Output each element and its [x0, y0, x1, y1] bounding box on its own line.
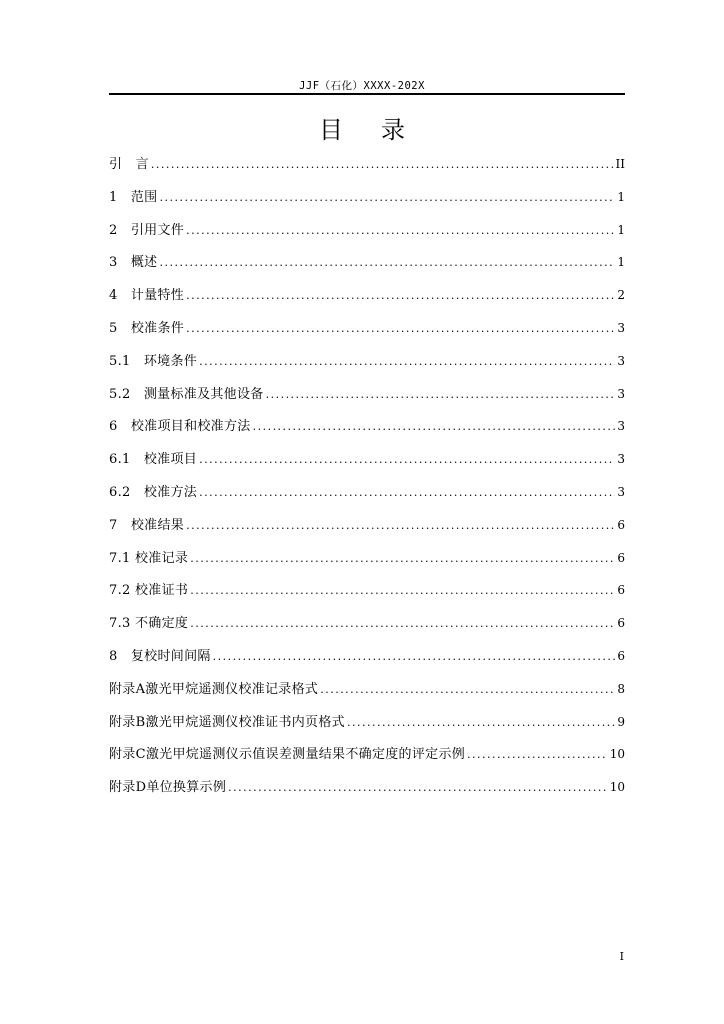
- toc-entry-label: 8 复校时间间隔: [109, 648, 211, 664]
- toc-leader-dots: [347, 716, 615, 729]
- toc-entry[interactable]: [109, 383, 625, 416]
- toc-leader-dots: [190, 552, 615, 565]
- toc-entry[interactable]: [109, 219, 625, 252]
- header-rule: [109, 93, 625, 95]
- toc-entry[interactable]: [109, 153, 625, 186]
- toc-entry-page: 3: [617, 419, 625, 434]
- toc-entry-label: 6 校准项目和校准方法: [109, 419, 251, 435]
- toc-leader-dots: [186, 519, 615, 532]
- toc-entry-label: 附录D单位换算示例: [109, 780, 227, 796]
- toc-entry[interactable]: [109, 645, 625, 678]
- toc-leader-dots: [253, 420, 616, 433]
- toc-leader-dots: [186, 224, 615, 237]
- toc-entry-label: 附录B激光甲烷遥测仪校准证书内页格式: [109, 714, 345, 730]
- toc-leader-dots: [190, 584, 615, 597]
- toc-entry-page: 3: [617, 484, 625, 499]
- toc-entry[interactable]: [109, 711, 625, 744]
- toc-leader-dots: [467, 748, 608, 761]
- toc-entry[interactable]: [109, 284, 625, 317]
- toc-entry[interactable]: [109, 579, 625, 612]
- toc-entry-label: 6.1 校准项目: [109, 452, 198, 468]
- toc-leader-dots: [199, 486, 615, 499]
- toc-entry-page: 6: [617, 583, 625, 598]
- toc-leader-dots: [213, 650, 616, 663]
- toc-entry[interactable]: [109, 547, 625, 580]
- toc-leader-dots: [199, 355, 615, 368]
- toc-leader-dots: [190, 617, 615, 630]
- toc-entry-page: 3: [617, 353, 625, 368]
- toc-entry-page: 8: [617, 681, 625, 696]
- toc-leader-dots: [199, 453, 615, 466]
- toc-entry[interactable]: [109, 743, 625, 776]
- toc-entry-label: 1 范围: [109, 189, 158, 205]
- toc-entry-page: 6: [617, 550, 625, 565]
- toc-entry[interactable]: [109, 481, 625, 514]
- toc-entry[interactable]: [109, 776, 625, 809]
- toc-leader-dots: [266, 388, 616, 401]
- toc-entry-page: 1: [617, 255, 625, 270]
- toc-entry-page: 10: [609, 747, 625, 762]
- toc-entry-page: 3: [617, 320, 625, 335]
- toc-entry-label: 4 计量特性: [109, 288, 185, 304]
- toc-entry[interactable]: [109, 514, 625, 547]
- table-of-contents: [109, 153, 625, 809]
- toc-entry-page: 2: [617, 288, 625, 303]
- toc-leader-dots: [186, 322, 615, 335]
- toc-entry-page: 6: [617, 517, 625, 532]
- toc-entry-label: 附录C激光甲烷遥测仪示值误差测量结果不确定度的评定示例: [109, 747, 466, 763]
- toc-entry[interactable]: [109, 612, 625, 645]
- toc-entry[interactable]: [109, 186, 625, 219]
- toc-entry-page: 10: [609, 780, 625, 795]
- toc-entry-label: 7.2 校准证书: [109, 583, 189, 599]
- toc-entry[interactable]: [109, 251, 625, 284]
- page-title: 目录: [319, 116, 443, 144]
- toc-entry-page: 1: [617, 222, 625, 237]
- document-code-header: JJF（石化）XXXX-202X: [299, 80, 425, 92]
- toc-entry[interactable]: [109, 448, 625, 481]
- toc-entry-page: 1: [617, 189, 625, 204]
- toc-entry-page: 6: [617, 616, 625, 631]
- toc-leader-dots: [159, 191, 615, 204]
- toc-entry-label: 引 言: [109, 157, 149, 172]
- toc-entry-page: 3: [617, 452, 625, 467]
- toc-entry-label: 附录A激光甲烷遥测仪校准记录格式: [109, 681, 319, 697]
- toc-leader-dots: [186, 289, 615, 302]
- toc-entry-label: 5 校准条件: [109, 320, 185, 336]
- toc-entry-label: 5.2 测量标准及其他设备: [109, 386, 264, 402]
- toc-entry[interactable]: [109, 350, 625, 383]
- toc-entry-label: 6.2 校准方法: [109, 484, 198, 500]
- toc-leader-dots: [320, 683, 615, 696]
- toc-entry-label: 5.1 环境条件: [109, 353, 198, 369]
- toc-entry[interactable]: [109, 678, 625, 711]
- page-number: I: [619, 950, 624, 963]
- toc-entry-label: 7 校准结果: [109, 517, 185, 533]
- toc-entry-page: 9: [617, 714, 625, 729]
- toc-entry-page: 3: [617, 386, 625, 401]
- toc-leader-dots: [159, 256, 615, 269]
- toc-entry-label: 7.1 校准记录: [109, 550, 189, 566]
- toc-entry-label: 2 引用文件: [109, 222, 185, 238]
- toc-leader-dots: [151, 158, 614, 171]
- toc-entry[interactable]: [109, 415, 625, 448]
- toc-entry-page: II: [615, 157, 625, 171]
- toc-entry-label: 7.3 不确定度: [109, 616, 189, 632]
- toc-entry-label: 3 概述: [109, 255, 158, 271]
- toc-entry[interactable]: [109, 317, 625, 350]
- toc-leader-dots: [228, 781, 608, 794]
- toc-entry-page: 6: [617, 648, 625, 663]
